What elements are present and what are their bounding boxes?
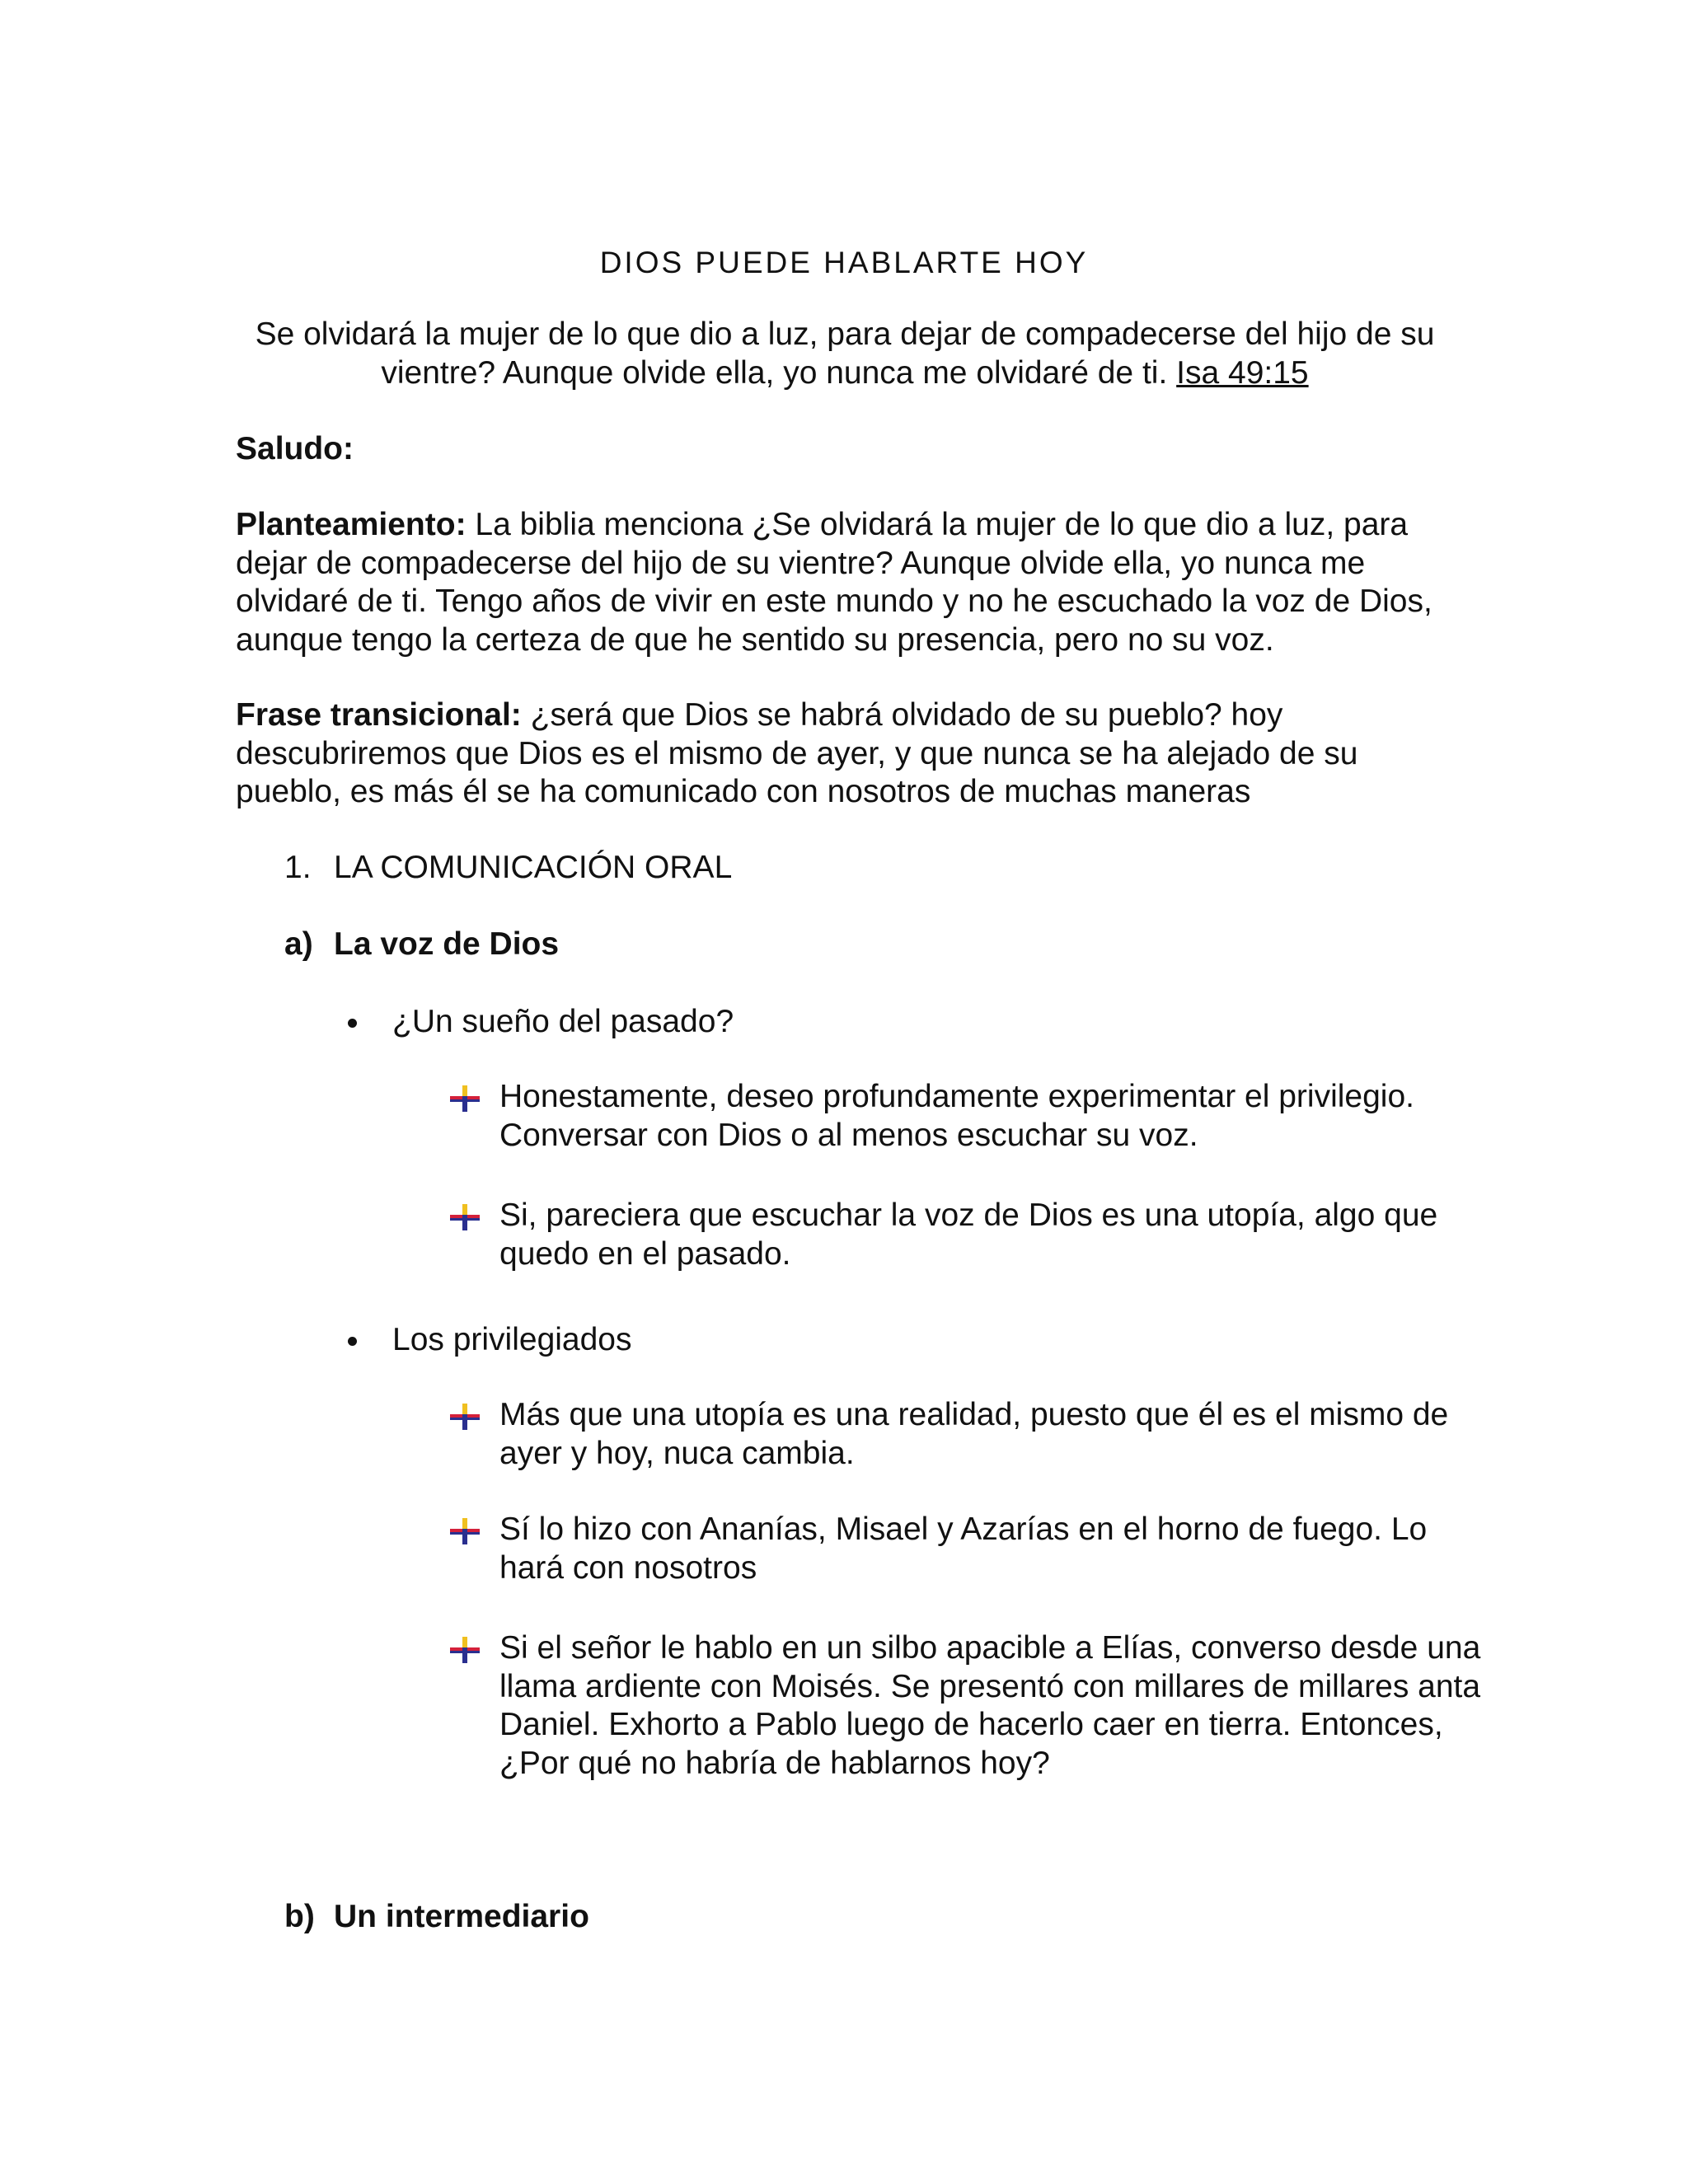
saludo-label: Saludo: [236,431,354,466]
part-b-marker: b) [284,1899,315,1934]
part-b-title: Un intermediario [334,1899,589,1934]
sub-item-text: Más que una utopía es una realidad, puesto que él es el mismo de ayer y hoy, nuca cambia. [499,1397,1449,1471]
planteamiento-paragraph [236,506,1456,659]
saludo-heading [236,430,1456,469]
frase-paragraph [236,696,1456,812]
cross-arrow-bullet-icon [450,1637,480,1663]
frase-label: Frase transicional: [236,697,522,733]
section-1-title: LA COMUNICACIÓN ORAL [334,850,733,885]
bullet-dot-icon [348,1337,357,1346]
cross-arrow-bullet-icon [450,1518,480,1544]
sub-item-text: Si el señor le hablo en un silbo apacible a Elías, converso desde una llama ardiente con Moisés. Se presentó con millares de millares anta Daniel. Exhorto a Pablo luego de hacerlo caer en tierra. Entonces, ¿Por qué no habría de hablarnos hoy? [499,1630,1481,1781]
bullet-dot-icon [348,1019,357,1028]
bullet-1-text: ¿Un sueño del pasado? [392,1004,734,1039]
section-1-number: 1. [284,850,312,885]
epigraph-verse [231,315,1459,392]
part-a-title: La voz de Dios [334,926,560,962]
part-a-marker: a) [284,926,313,962]
bullet-2-text: Los privilegiados [392,1322,632,1357]
verse-reference: Isa 49:15 [1176,355,1309,391]
cross-arrow-bullet-icon [450,1204,480,1230]
planteamiento-text: La biblia menciona ¿Se olvidará la mujer de lo que dio a luz, para dejar de compadecerse del hijo de su vientre? Aunque olvide ella, yo nunca me olvidaré de ti. Tengo años de vivir en este mundo y no he escuchado la voz de Dios, aunque tengo la certeza de que he sentido su presencia, pero no su voz. [236,507,1432,658]
cross-arrow-bullet-icon [450,1085,480,1112]
sub-item-text: Honestamente, deseo profundamente experimentar el privilegio. Conversar con Dios o al menos escuchar su voz. [499,1079,1414,1153]
document-title: DIOS PUEDE HABLARTE HOY [599,246,1089,279]
planteamiento-label: Planteamiento: [236,507,467,542]
verse-text: Se olvidará la mujer de lo que dio a luz, para dejar de compadecerse del hijo de su vientre? Aunque olvide ella, yo nunca me olvidaré de ti. [255,316,1435,391]
cross-arrow-bullet-icon [450,1404,480,1430]
sub-item-text: Si, pareciera que escuchar la voz de Dios es una utopía, algo que quedo en el pasado. [499,1197,1438,1272]
sub-item-text: Sí lo hizo con Ananías, Misael y Azarías en el horno de fuego. Lo hará con nosotros [499,1511,1428,1586]
frase-text: ¿será que Dios se habrá olvidado de su pueblo? hoy descubriremos que Dios es el mismo de ayer, y que nunca se ha alejado de su pueblo, es más él se ha comunicado con nosotros de muchas maneras [236,697,1358,809]
